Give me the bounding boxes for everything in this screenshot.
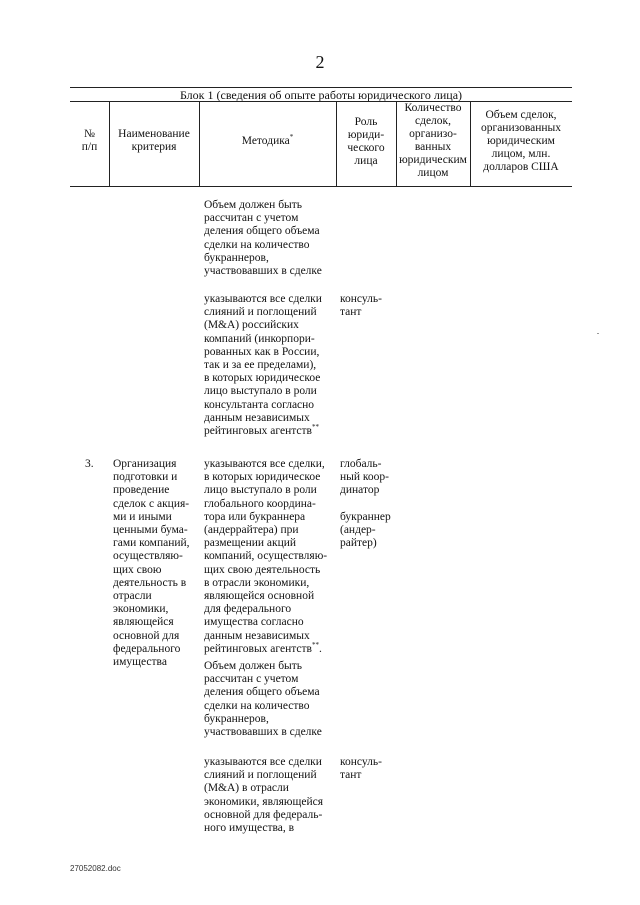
header-volume: Объем сделок, организованных юридическим лицом, млн. долларов США: [480, 109, 562, 173]
cont-method-1: Объем должен быть рассчитан с учетом деления общего объема сделки на количество букраннеров, участвовавших в сделке: [204, 199, 322, 278]
cont-role-2: консуль- тант: [340, 293, 382, 319]
row3-role-1: глобаль- ный коор- динатор: [340, 458, 389, 497]
row3-role-3: консуль- тант: [340, 756, 382, 782]
table-top-rule: [70, 87, 572, 88]
block-title: Блок 1 (сведения об опыте работы юридического лица): [179, 88, 463, 102]
row3-method-1-end: .: [318, 642, 322, 655]
header-count: Количество сделок, организо- ванных юридическим лицом: [399, 102, 467, 179]
page-number: 2: [315, 52, 325, 72]
cont-method-2-mark: **: [311, 423, 319, 432]
header-method-label: Методика: [241, 135, 290, 147]
row3-method-3: указываются все сделки слияний и поглощений (M&A) в отрасли экономики, являющейся основной для федераль- ного имущества, в: [204, 756, 323, 835]
cont-method-2: [204, 293, 338, 438]
row3-method-1-mark: **: [311, 641, 319, 650]
row3-method-2: Объем должен быть рассчитан с учетом деления общего объема сделки на количество букраннеров, участвовавших в сделке: [204, 660, 322, 739]
header-num: № п/п: [81, 128, 98, 153]
header-method-mark: *: [289, 133, 294, 142]
cont-method-2-text: указываются все сделки слияний и поглощений (M&A) российских компаний (инкорпори- рованных как в России, так и за ее пределами), в которых юридическое лицо выступало в роли консультанта согласно данным независимых рейтинговых агентств: [204, 293, 322, 438]
header-role: Роль юриди- ческого лица: [347, 116, 385, 167]
header-criterion: Наименование критерия: [118, 128, 190, 153]
header-method: [199, 135, 336, 148]
row3-criterion: Организация подготовки и проведение сделок с акция- ми и иными ценными бума- гами компаний, осуществляю- щих свою деятельность в отрасли экономики, являющейся основной для федерального имущества: [113, 458, 190, 669]
footer-filename: 27052082.doc: [70, 864, 121, 873]
header-bottom-rule: [70, 186, 572, 187]
row3-num: 3.: [85, 458, 94, 470]
scan-speck: [597, 333, 599, 334]
row3-method-1: [204, 458, 338, 656]
row3-role-2: букраннер (андер- райтер): [340, 511, 391, 550]
row3-method-1-text: указываются все сделки, в которых юридическое лицо выступало в роли глобального координа- тора или букраннера (андеррайтера) при размещении акций компаний, осуществляю- щих свою деятельность в отрасли экономики, являющейся основной для федерального имущества согласно данным независимых рейтинговых агентств: [204, 458, 328, 655]
title-bottom-rule: [70, 101, 572, 102]
